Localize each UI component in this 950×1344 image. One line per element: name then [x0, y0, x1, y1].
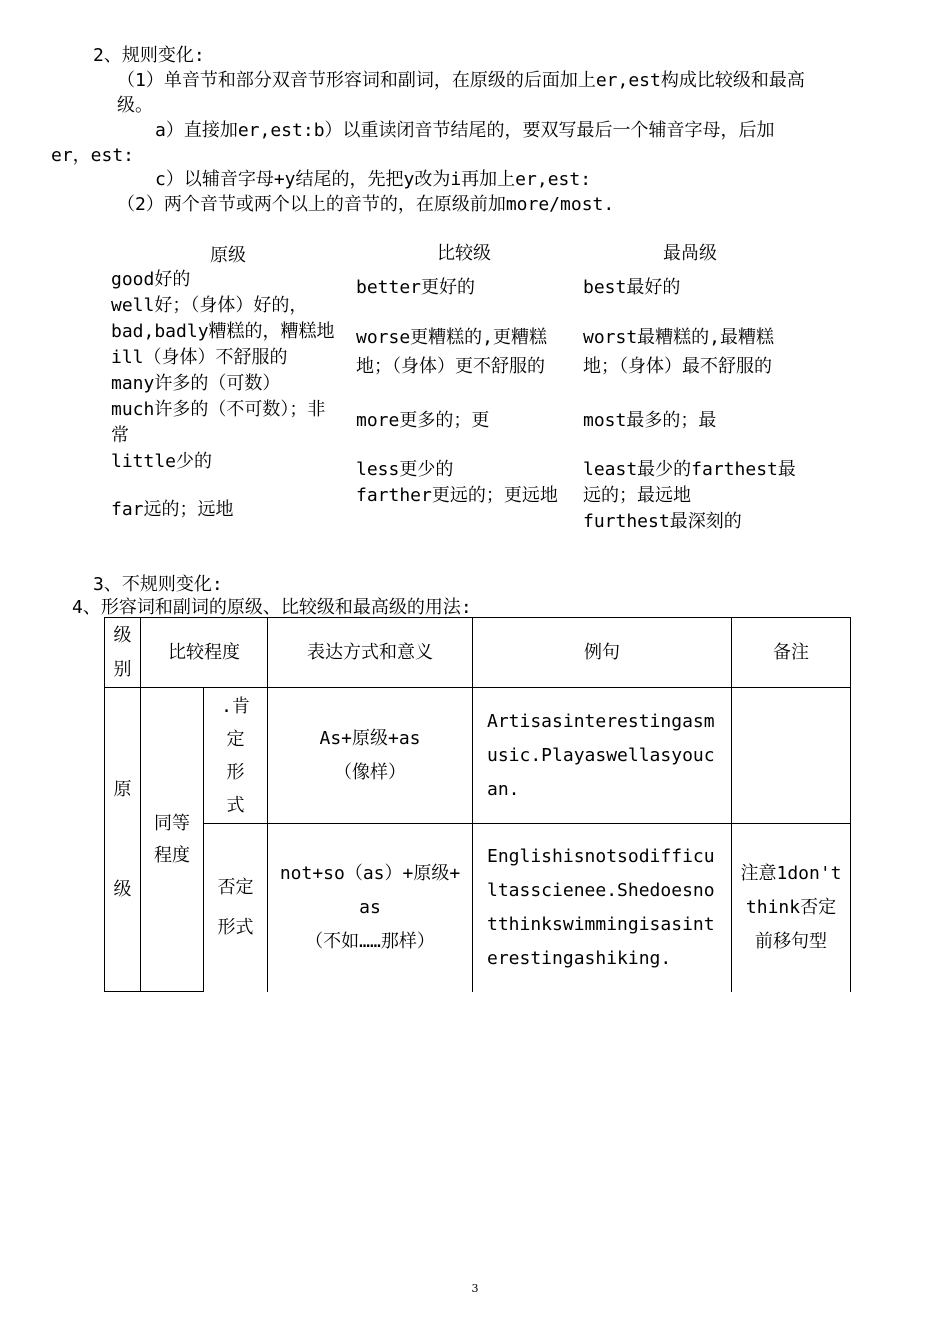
- rule-1-line-2: 级。: [117, 95, 153, 116]
- list-item: best最好的: [583, 277, 681, 298]
- header-positive: 原级: [210, 245, 246, 266]
- list-item: better更好的: [356, 277, 476, 298]
- list-item: ill（身体）不舒服的: [111, 347, 288, 368]
- page-number: 3: [471, 1282, 479, 1295]
- rule-c: c）以辅音字母+y结尾的，先把y改为i再加上er,est:: [155, 169, 592, 190]
- list-item: farther更远的；更远地: [356, 485, 558, 506]
- expression-meaning: （像样）: [334, 761, 406, 783]
- list-item: much许多的（不可数）；非常: [111, 399, 326, 446]
- usage-table: [104, 617, 851, 992]
- list-item: least最少的farthest最远的；最远地: [583, 459, 796, 506]
- list-item: most最多的；最: [583, 410, 717, 431]
- header-degree: 比较程度: [141, 618, 268, 688]
- header-comparative: 比较级: [437, 243, 491, 264]
- form-cell: .肯定形式: [204, 688, 268, 824]
- header-superlative: 最咼级: [663, 243, 717, 264]
- comparative-column: [356, 275, 572, 509]
- expression-cell: [268, 688, 473, 824]
- header-example: 例句: [473, 618, 732, 688]
- level-label-2: 级: [113, 878, 132, 900]
- table-header-row: [105, 618, 851, 688]
- level-label-1: 原: [113, 778, 132, 800]
- list-item: worst最糟糕的,最糟糕地；（身体）最不舒服的: [583, 327, 775, 377]
- list-item: good好的: [111, 269, 191, 290]
- expression-cell: [268, 824, 473, 992]
- header-note: 备注: [732, 618, 851, 688]
- list-item: less更少的: [356, 459, 454, 480]
- note-cell: [732, 688, 851, 824]
- list-item: well好；（身体）好的，: [111, 295, 308, 316]
- list-item: little少的: [111, 451, 213, 472]
- degree-cell: 同等程度: [141, 688, 204, 992]
- list-item: bad,badly糟糕的，糟糕地: [111, 321, 335, 342]
- expression-formula: As+原级+as: [319, 727, 421, 749]
- table-row: [105, 824, 851, 992]
- list-item: furthest最深刻的: [583, 511, 742, 532]
- header-expression: 表达方式和意义: [268, 618, 473, 688]
- level-cell: [105, 688, 141, 992]
- expression-formula: not+so（as）+原级+as: [279, 862, 461, 918]
- list-item: more更多的；更: [356, 410, 490, 431]
- list-item: many许多的（可数）: [111, 373, 281, 394]
- heading-regular-changes: 2、规则变化:: [93, 45, 205, 66]
- rule-a-b-line-2: er，est:: [51, 145, 135, 166]
- example-cell: Englishisnotsodifficultasscienee.Shedoesnotthinkswimmingisasinterestingashiking.: [473, 824, 732, 992]
- heading-usage: 4、形容词和副词的原级、比较级和最高级的用法:: [72, 597, 472, 618]
- table-row: [105, 688, 851, 824]
- note-cell: 注意1don'tthink否定前移句型: [732, 824, 851, 992]
- header-level: 级别: [105, 618, 141, 688]
- rule-2: （2）两个音节或两个以上的音节的，在原级前加more/most.: [117, 194, 615, 215]
- heading-irregular-changes: 3、不规则变化:: [93, 574, 223, 595]
- form-cell: 否定形式: [204, 824, 268, 992]
- expression-meaning: （不如……那样）: [305, 930, 435, 952]
- list-item: far远的；远地: [111, 499, 234, 520]
- example-cell: Artisasinterestingasmusic.Playaswellasyoucan.: [473, 688, 732, 824]
- positive-column: [111, 267, 343, 523]
- list-item: worse更糟糕的,更糟糕地；（身体）更不舒服的: [356, 327, 548, 377]
- rule-1-line-1: （1）单音节和部分双音节形容词和副词，在原级的后面加上er,est构成比较级和最高: [117, 70, 805, 91]
- superlative-column: [583, 275, 799, 535]
- rule-a-b-line-1: a）直接加er,est:b）以重读闭音节结尾的，要双写最后一个辅音字母，后加: [155, 120, 775, 141]
